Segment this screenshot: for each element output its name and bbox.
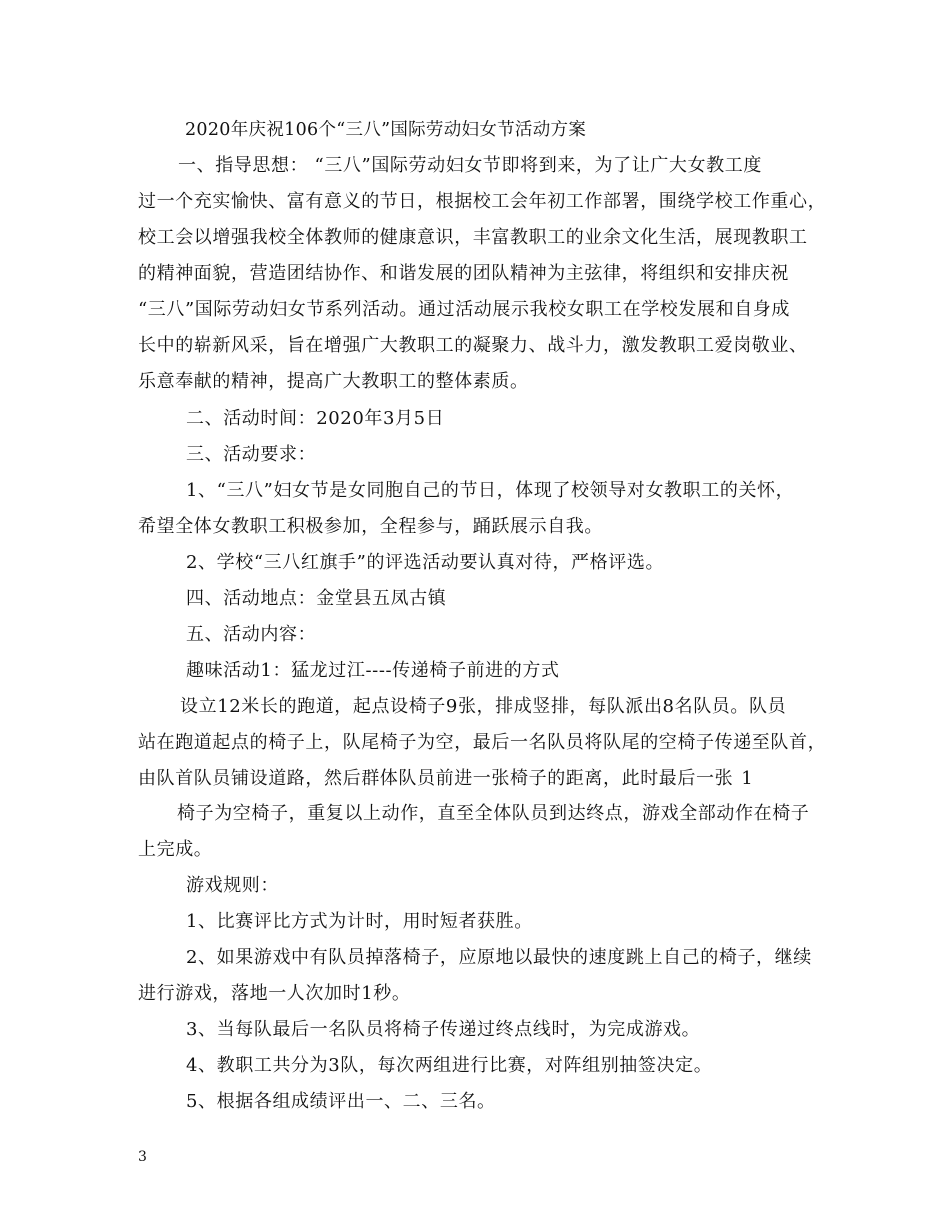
rule-line: 4、教职工共分为3队，每次两组进行比赛，对阵组别抽签决定。: [186, 1055, 713, 1076]
activity-time: 二、活动时间：2020年3月5日: [186, 408, 445, 429]
activity-title: 趣味活动1：猛龙过江----传递椅子前进的方式: [186, 660, 560, 681]
paragraph-line: 长中的崭新风采，旨在增强广大教职工的凝聚力、战斗力，激发教职工爱岗敬业、: [138, 335, 808, 356]
page-number: 3: [138, 1149, 147, 1165]
paragraph-line: 椅子为空椅子，重复以上动作，直至全体队员到达终点，游戏全部动作在椅子: [177, 803, 810, 824]
rule-line: 2、如果游戏中有队员掉落椅子，应原地以最快的速度跳上自己的椅子，继续: [186, 947, 812, 968]
paragraph-line: [138, 767, 753, 791]
requirement-line: 2、学校“三八红旗手”的评选活动要认真对待，严格评选。: [186, 552, 665, 573]
rules-heading: 游戏规则：: [186, 875, 279, 896]
paragraph-line: 校工会以增强我校全体教师的健康意识，丰富教职工的业余文化生活，展现教职工: [138, 227, 808, 248]
rule-line: 进行游戏，落地一人次加时1秒。: [138, 983, 411, 1004]
paragraph-line: 的精神面貌，营造团结协作、和谐发展的团队精神为主弦律，将组织和安排庆祝: [138, 263, 789, 284]
activity-location: 四、活动地点：金堂县五凤古镇: [186, 588, 447, 609]
rule-line: 5、根据各组成绩评出一、二、三名。: [186, 1091, 496, 1112]
content-heading: 五、活动内容：: [186, 624, 317, 645]
paragraph-line: 站在跑道起点的椅子上，队尾椅子为空，最后一名队员将队尾的空椅子传递至队首，: [138, 732, 827, 753]
paragraph-line: 上完成。: [138, 839, 213, 860]
document-title: 2020年庆祝106个“三八”国际劳动妇女节活动方案: [185, 120, 587, 140]
paragraph-line: 一、指导思想： “三八”国际劳动妇女节即将到来，为了让广大女教工度: [178, 155, 762, 176]
requirement-line: 1、“三八”妇女节是女同胞自己的节日，体现了校领导对女教职工的关怀，: [186, 480, 795, 501]
paragraph-text: 由队首队员铺设道路，然后群体队员前进一张椅子的距离，此时最后一张: [138, 768, 734, 789]
paragraph-line: 过一个充实愉快、富有意义的节日，根据校工会年初工作部署，围绕学校工作重心，: [138, 191, 827, 212]
paragraph-line: 设立12米长的跑道，起点设椅子9张，排成竖排，每队派出8名队员。队员: [180, 696, 787, 717]
inline-page-number: 1: [741, 768, 754, 789]
rule-line: 1、比赛评比方式为计时，用时短者获胜。: [186, 911, 533, 932]
rule-line: 3、当每队最后一名队员将椅子传递过终点线时，为完成游戏。: [186, 1019, 701, 1040]
requirement-line: 希望全体女教职工积极参加，全程参与，踊跃展示自我。: [138, 516, 603, 537]
paragraph-line: 乐意奉献的精神，提高广大教职工的整体素质。: [138, 371, 529, 392]
requirements-heading: 三、活动要求：: [186, 444, 317, 465]
paragraph-line: “三八”国际劳动妇女节系列活动。通过活动展示我校女职工在学校发展和自身成: [138, 299, 791, 320]
